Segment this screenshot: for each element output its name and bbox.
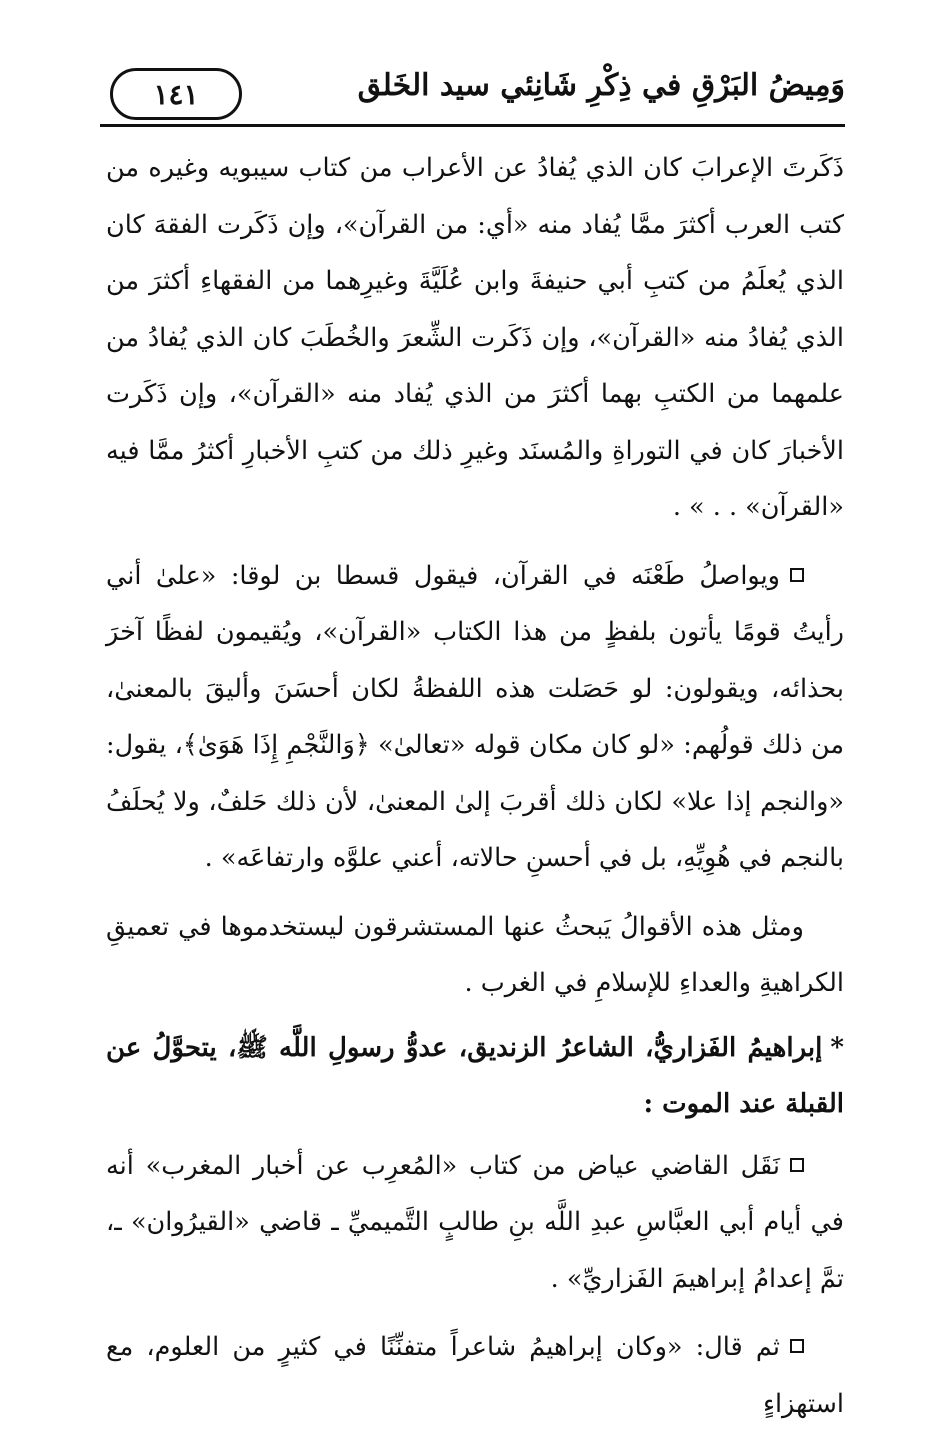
paragraph-2-text: ويواصلُ طَعْنَه في القرآن، فيقول قسطا بن لوقا: «علىٰ أني رأيتُ قومًا يأتون بلفظٍ من هذا الكتاب «القرآن»، ويُقيمون لفظًا آخرَ بحذائه، ويقولون: لو حَصَلت هذه اللفظةُ لكان أحسَنَ وأليقَ بالمعنىٰ، من ذلك قولُهم: «لو كان مكان قوله «تعالىٰ» ﴿وَالنَّجْمِ إِذَا هَوَىٰ﴾، يقول: «والنجم إذا علا» لكان ذلك أقربَ إلىٰ المعنىٰ، لأن ذلك حَلفٌ، ولا يُحلَفُ بالنجم في هُوِيِّهِ، بل في أحسنِ حالاته، أعني علوَّه وارتفاعَه» . [106,560,844,873]
section-heading [106,1020,844,1132]
square-bullet-icon [790,1158,804,1172]
page-header [100,62,845,132]
star-icon: * [830,1032,844,1063]
paragraph-1: ذَكَرتَ الإعرابَ كان الذي يُفادُ عن الأعراب من كتاب سيبويه وغيره من كتب العرب أكثرَ ممَّا يُفاد منه «أي: من القرآن»، وإن ذَكَرت الفقهَ كان الذي يُعلَمُ من كتبِ أبي حنيفةَ وابن عُلَيَّةَ وغيرِهما من الفقهاءِ أكثرَ من الذي يُفادُ منه «القرآن»، وإن ذَكَرت الشِّعرَ والخُطَبَ كان الذي يُفادُ من علمهما من الكتبِ بهما أكثرَ من الذي يُفاد منه «القرآن»، وإن ذَكَرت الأخبارَ كان في التوراةِ والمُسنَد وغيرِ ذلك من كتبِ الأخبارِ أكثرُ ممَّا فيه «القرآن» . . » . [106,153,844,522]
paragraph-3: ومثل هذه الأقوالُ يَبحثُ عنها المستشرقون ليستخدموها في تعميقِ الكراهيةِ والعداءِ للإسلامِ في الغرب . [106,911,844,998]
body-text [106,140,844,1432]
square-bullet-icon [790,1339,804,1353]
page-number-frame [110,68,242,120]
paragraph-4-text: نَقَل القاضي عياض من كتاب «المُعرِب عن أخبار المغرب» أنه في أيام أبي العبَّاسِ عبدِ اللَّه بنِ طالبٍ التَّميميِّ ـ قاضي «القيرُوان» ـ، تمَّ إعدامُ إبراهيمَ الفَزاريِّ» . [106,1150,844,1294]
paragraph-5-text: ثم قال: «وكان إبراهيمُ شاعراً متفنِّنًا في كثيرٍ من العلوم، مع استهزاءٍ [106,1332,844,1419]
header-rule [100,124,845,127]
paragraph-5 [106,1319,844,1432]
paragraph-2 [106,548,844,887]
section-heading-text: إبراهيمُ الفَزاريُّ، الشاعرُ الزنديق، عدوُّ رسولِ اللَّه ﷺ، يتحوَّلُ عن القبلة عند الموت : [106,1032,844,1119]
paragraph-4 [106,1138,844,1308]
square-bullet-icon [790,568,804,582]
page-number: ١٤١ [153,77,199,111]
running-title: وَمِيضُ البَرْقِ في ذِكْرِ شَانِئي سيد الخَلق [357,68,845,103]
